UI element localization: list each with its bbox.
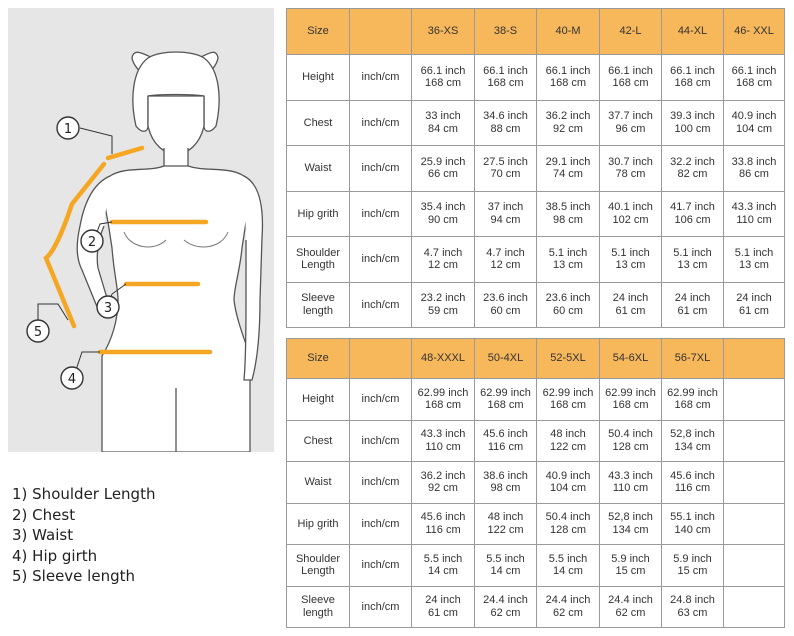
- size-value-cell: [475, 586, 537, 628]
- inch-value: 62.99 inch: [417, 386, 469, 399]
- row-label-line: Length: [301, 259, 335, 272]
- cm-value: 168 cm: [612, 77, 649, 90]
- size-value-cell: [662, 237, 724, 283]
- inch-value: 4.7 inch: [423, 246, 463, 259]
- inch-value: 4.7 inch: [486, 246, 525, 259]
- row-label-line: Sleeve: [301, 292, 335, 305]
- measurement-row: [287, 420, 785, 462]
- size-table-small: [286, 8, 785, 328]
- size-value-cell: [724, 191, 785, 237]
- cm-value: 168 cm: [424, 399, 462, 412]
- svg-text:2: 2: [87, 235, 97, 250]
- unit-cell: inch/cm: [350, 545, 412, 587]
- measurement-legend: [12, 484, 155, 587]
- cm-value: 168 cm: [549, 399, 587, 412]
- cm-value: 104 cm: [735, 122, 773, 135]
- cm-value: 66 cm: [428, 168, 458, 181]
- size-value-cell: [724, 237, 785, 283]
- inch-value: 37.7 inch: [608, 110, 653, 123]
- size-value-cell: [724, 100, 785, 146]
- size-value-cell: [412, 282, 475, 328]
- cm-value: 140 cm: [674, 523, 711, 536]
- header-cell: 54-6XL: [600, 339, 662, 379]
- row-label-line: length: [303, 304, 333, 317]
- size-value-cell: [537, 282, 600, 328]
- size-value-cell: [537, 420, 600, 462]
- cm-value: 14 cm: [428, 565, 458, 578]
- cm-value: 116 cm: [487, 440, 524, 453]
- cm-value: 98 cm: [553, 213, 583, 226]
- cm-value: 15 cm: [677, 565, 708, 578]
- size-value-cell: [537, 191, 600, 237]
- cm-value: 94 cm: [490, 213, 521, 226]
- cm-value: 62 cm: [615, 606, 646, 619]
- legend-item-shoulder: 1) Shoulder Length: [12, 485, 156, 503]
- measurement-row: [287, 379, 785, 421]
- cm-value: 106 cm: [674, 213, 711, 226]
- inch-value: 24 inch: [736, 292, 772, 305]
- header-cell: [350, 9, 412, 55]
- measurement-row: [287, 503, 785, 545]
- size-value-cell: [412, 586, 475, 628]
- size-value-cell: [662, 282, 724, 328]
- body-measurement-figure: [8, 8, 274, 452]
- cm-value: 74 cm: [553, 168, 583, 181]
- cm-value: 13 cm: [615, 259, 646, 272]
- cm-value: 12 cm: [428, 259, 458, 272]
- size-value-cell: [662, 55, 724, 101]
- cm-value: 92 cm: [428, 482, 458, 495]
- svg-text:3: 3: [103, 301, 113, 316]
- size-value-cell: [600, 545, 662, 587]
- body-outline-illustration: [8, 8, 274, 452]
- inch-value: 38.5 inch: [545, 201, 591, 214]
- inch-value: 48 inch: [550, 428, 586, 441]
- inch-value: 23.6 inch: [545, 292, 591, 305]
- cm-value: 98 cm: [490, 482, 521, 495]
- legend-item-sleeve: 5) Sleeve length: [12, 567, 135, 585]
- size-value-cell: [662, 146, 724, 192]
- row-label: [287, 282, 350, 328]
- size-value-cell: [724, 420, 785, 462]
- cm-value: 61 cm: [739, 304, 769, 317]
- cm-value: 61 cm: [615, 304, 646, 317]
- cm-value: 122 cm: [487, 523, 524, 536]
- header-cell: Size: [287, 9, 350, 55]
- size-value-cell: [600, 100, 662, 146]
- row-label: Chest: [287, 100, 350, 146]
- inch-value: 43.3 inch: [731, 201, 777, 214]
- measurement-row: [287, 100, 785, 146]
- size-value-cell: [537, 100, 600, 146]
- cm-value: 13 cm: [677, 259, 708, 272]
- inch-value: 43.3 inch: [420, 428, 466, 441]
- cm-value: 168 cm: [487, 399, 524, 412]
- size-value-cell: [412, 462, 475, 504]
- size-value-cell: [537, 55, 600, 101]
- cm-value: 14 cm: [553, 565, 583, 578]
- inch-value: 66.1 inch: [608, 64, 653, 77]
- cm-value: 62 cm: [553, 606, 583, 619]
- row-label: Waist: [287, 146, 350, 192]
- size-value-cell: [662, 379, 724, 421]
- inch-value: 62.99 inch: [480, 386, 531, 399]
- cm-value: 82 cm: [677, 168, 708, 181]
- size-value-cell: [475, 100, 537, 146]
- shoulder-measure-line: [108, 148, 142, 158]
- size-value-cell: [600, 282, 662, 328]
- inch-value: 66.1 inch: [483, 64, 528, 77]
- measurement-row: [287, 586, 785, 628]
- size-value-cell: [724, 545, 785, 587]
- size-value-cell: [600, 146, 662, 192]
- inch-value: 33.8 inch: [731, 155, 777, 168]
- inch-value: 33 inch: [425, 110, 461, 123]
- cm-value: 61 cm: [677, 304, 708, 317]
- inch-value: 40.1 inch: [608, 201, 653, 214]
- header-cell: [350, 339, 412, 379]
- svg-text:1: 1: [63, 122, 73, 137]
- size-value-cell: [662, 462, 724, 504]
- header-cell: Size: [287, 339, 350, 379]
- svg-text:5: 5: [33, 325, 43, 340]
- inch-value: 62.99 inch: [667, 386, 718, 399]
- cm-value: 128 cm: [612, 440, 649, 453]
- size-value-cell: [537, 379, 600, 421]
- inch-value: 52,8 inch: [670, 428, 715, 441]
- size-value-cell: [412, 420, 475, 462]
- header-cell: [724, 339, 785, 379]
- measurement-row: [287, 55, 785, 101]
- inch-value: 36.2 inch: [420, 469, 466, 482]
- size-value-cell: [475, 191, 537, 237]
- row-label: Hip grith: [287, 191, 350, 237]
- cm-value: 134 cm: [612, 523, 649, 536]
- inch-value: 5.9 inch: [611, 552, 650, 565]
- header-cell: 56-7XL: [662, 339, 724, 379]
- cm-value: 13 cm: [739, 259, 769, 272]
- inch-value: 66.1 inch: [731, 64, 777, 77]
- unit-cell: inch/cm: [350, 237, 412, 283]
- cm-value: 60 cm: [490, 304, 521, 317]
- cm-value: 14 cm: [490, 565, 521, 578]
- cm-value: 128 cm: [549, 523, 587, 536]
- inch-value: 5.1 inch: [548, 246, 588, 259]
- size-value-cell: [537, 545, 600, 587]
- row-label-line: Length: [301, 565, 335, 578]
- cm-value: 116 cm: [425, 523, 461, 536]
- row-label: Waist: [287, 462, 350, 504]
- row-label-line: length: [303, 606, 333, 619]
- inch-value: 38.6 inch: [483, 469, 528, 482]
- measurement-row: [287, 282, 785, 328]
- unit-cell: inch/cm: [350, 191, 412, 237]
- size-value-cell: [662, 100, 724, 146]
- header-cell: 48-XXXL: [412, 339, 475, 379]
- inch-value: 24 inch: [425, 594, 461, 607]
- size-value-cell: [475, 146, 537, 192]
- inch-value: 5.5 inch: [486, 552, 525, 565]
- unit-cell: inch/cm: [350, 379, 412, 421]
- size-table-large: [286, 338, 785, 628]
- cm-value: 63 cm: [677, 606, 708, 619]
- size-value-cell: [724, 503, 785, 545]
- measurement-row: [287, 237, 785, 283]
- row-label: Height: [287, 55, 350, 101]
- unit-cell: inch/cm: [350, 420, 412, 462]
- cm-value: 168 cm: [549, 77, 587, 90]
- inch-value: 45.6 inch: [483, 428, 528, 441]
- inch-value: 30.7 inch: [608, 155, 653, 168]
- inch-value: 45.6 inch: [670, 469, 715, 482]
- size-value-cell: [600, 237, 662, 283]
- cm-value: 15 cm: [615, 565, 646, 578]
- cm-value: 59 cm: [428, 304, 458, 317]
- header-cell: 36-XS: [412, 9, 475, 55]
- size-value-cell: [412, 146, 475, 192]
- inch-value: 24.4 inch: [545, 594, 591, 607]
- inch-value: 66.1 inch: [670, 64, 715, 77]
- unit-cell: inch/cm: [350, 503, 412, 545]
- cm-value: 116 cm: [674, 482, 711, 495]
- inch-value: 40.9 inch: [731, 110, 777, 123]
- cm-value: 12 cm: [490, 259, 521, 272]
- legend-item-hip: 4) Hip girth: [12, 546, 98, 565]
- size-value-cell: [662, 503, 724, 545]
- cm-value: 102 cm: [612, 213, 649, 226]
- inch-value: 55.1 inch: [670, 511, 715, 524]
- size-value-cell: [662, 586, 724, 628]
- cm-value: 110 cm: [612, 482, 649, 495]
- inch-value: 34.6 inch: [483, 110, 528, 123]
- cm-value: 84 cm: [428, 122, 458, 135]
- size-value-cell: [475, 420, 537, 462]
- size-value-cell: [600, 420, 662, 462]
- inch-value: 62.99 inch: [605, 386, 656, 399]
- size-value-cell: [537, 462, 600, 504]
- row-label: Hip grith: [287, 503, 350, 545]
- size-value-cell: [475, 545, 537, 587]
- cm-value: 13 cm: [553, 259, 583, 272]
- inch-value: 66.1 inch: [545, 64, 591, 77]
- cm-value: 78 cm: [615, 168, 646, 181]
- header-cell: 44-XL: [662, 9, 724, 55]
- legend-item-chest: 2) Chest: [12, 505, 76, 524]
- row-label: Chest: [287, 420, 350, 462]
- size-value-cell: [724, 462, 785, 504]
- size-value-cell: [412, 503, 475, 545]
- cm-value: 110 cm: [425, 440, 461, 453]
- cm-value: 88 cm: [490, 122, 521, 135]
- unit-cell: inch/cm: [350, 282, 412, 328]
- size-value-cell: [537, 237, 600, 283]
- cm-value: 70 cm: [490, 168, 521, 181]
- cm-value: 134 cm: [674, 440, 711, 453]
- inch-value: 43.3 inch: [608, 469, 653, 482]
- cm-value: 60 cm: [553, 304, 583, 317]
- measurement-row: [287, 146, 785, 192]
- cm-value: 168 cm: [674, 399, 711, 412]
- inch-value: 24 inch: [612, 292, 649, 305]
- cm-value: 110 cm: [736, 213, 772, 226]
- inch-value: 23.2 inch: [420, 292, 466, 305]
- unit-cell: inch/cm: [350, 100, 412, 146]
- cm-value: 168 cm: [424, 77, 462, 90]
- size-value-cell: [475, 462, 537, 504]
- row-label: [287, 586, 350, 628]
- cm-value: 122 cm: [549, 440, 587, 453]
- inch-value: 24.8 inch: [670, 594, 715, 607]
- size-value-cell: [724, 379, 785, 421]
- size-value-cell: [412, 55, 475, 101]
- size-value-cell: [662, 545, 724, 587]
- inch-value: 5.5 inch: [423, 552, 463, 565]
- cm-value: 90 cm: [428, 213, 458, 226]
- inch-value: 5.1 inch: [734, 246, 774, 259]
- header-cell: 46- XXL: [724, 9, 785, 55]
- unit-cell: inch/cm: [350, 55, 412, 101]
- size-value-cell: [600, 462, 662, 504]
- inch-value: 24.4 inch: [608, 594, 653, 607]
- size-value-cell: [662, 420, 724, 462]
- size-value-cell: [600, 503, 662, 545]
- size-value-cell: [724, 146, 785, 192]
- cm-value: 92 cm: [553, 122, 583, 135]
- size-value-cell: [475, 282, 537, 328]
- inch-value: 37 inch: [487, 201, 524, 214]
- header-cell: 38-S: [475, 9, 537, 55]
- size-value-cell: [537, 146, 600, 192]
- row-label: [287, 545, 350, 587]
- cm-value: 168 cm: [612, 399, 649, 412]
- inch-value: 32.2 inch: [670, 155, 715, 168]
- cm-value: 62 cm: [490, 606, 521, 619]
- inch-value: 40.9 inch: [545, 469, 591, 482]
- row-label: [287, 237, 350, 283]
- inch-value: 23.6 inch: [483, 292, 528, 305]
- size-value-cell: [662, 191, 724, 237]
- size-header-row: [287, 339, 785, 379]
- cm-value: 61 cm: [428, 606, 458, 619]
- size-value-cell: [724, 282, 785, 328]
- inch-value: 48 inch: [487, 511, 524, 524]
- row-label-line: Shoulder: [295, 246, 341, 259]
- cm-value: 100 cm: [674, 122, 711, 135]
- measurement-row: [287, 545, 785, 587]
- measurement-row: [287, 191, 785, 237]
- row-label: Height: [287, 379, 350, 421]
- inch-value: 36.2 inch: [545, 110, 591, 123]
- inch-value: 5.1 inch: [611, 246, 650, 259]
- inch-value: 50.4 inch: [545, 511, 591, 524]
- unit-cell: inch/cm: [350, 462, 412, 504]
- inch-value: 25.9 inch: [420, 155, 466, 168]
- inch-value: 24 inch: [674, 292, 711, 305]
- row-label-line: Shoulder: [295, 552, 341, 565]
- size-value-cell: [475, 503, 537, 545]
- size-value-cell: [412, 100, 475, 146]
- size-value-cell: [412, 191, 475, 237]
- inch-value: 62.99 inch: [542, 386, 594, 399]
- inch-value: 66.1 inch: [420, 64, 466, 77]
- size-value-cell: [600, 55, 662, 101]
- inch-value: 24.4 inch: [483, 594, 528, 607]
- size-value-cell: [724, 586, 785, 628]
- cm-value: 168 cm: [674, 77, 711, 90]
- row-label-line: Sleeve: [301, 594, 335, 607]
- legend-item-waist: 3) Waist: [12, 526, 74, 544]
- size-value-cell: [724, 55, 785, 101]
- size-value-cell: [537, 503, 600, 545]
- size-value-cell: [412, 545, 475, 587]
- size-value-cell: [600, 586, 662, 628]
- inch-value: 27.5 inch: [483, 155, 528, 168]
- header-cell: 42-L: [600, 9, 662, 55]
- size-value-cell: [475, 55, 537, 101]
- inch-value: 35.4 inch: [420, 201, 466, 214]
- inch-value: 41.7 inch: [670, 201, 715, 214]
- cm-value: 96 cm: [615, 122, 646, 135]
- svg-text:4: 4: [67, 372, 77, 387]
- cm-value: 168 cm: [735, 77, 773, 90]
- measurement-row: [287, 462, 785, 504]
- inch-value: 45.6 inch: [420, 511, 466, 524]
- inch-value: 5.9 inch: [673, 552, 712, 565]
- inch-value: 39.3 inch: [670, 110, 715, 123]
- size-value-cell: [412, 237, 475, 283]
- header-cell: 40-M: [537, 9, 600, 55]
- size-value-cell: [600, 191, 662, 237]
- unit-cell: inch/cm: [350, 586, 412, 628]
- inch-value: 52,8 inch: [608, 511, 653, 524]
- size-value-cell: [412, 379, 475, 421]
- inch-value: 5.1 inch: [673, 246, 712, 259]
- size-value-cell: [537, 586, 600, 628]
- size-header-row: [287, 9, 785, 55]
- size-value-cell: [475, 237, 537, 283]
- unit-cell: inch/cm: [350, 146, 412, 192]
- cm-value: 104 cm: [549, 482, 587, 495]
- inch-value: 50.4 inch: [608, 428, 653, 441]
- size-value-cell: [475, 379, 537, 421]
- header-cell: 50-4XL: [475, 339, 537, 379]
- header-cell: 52-5XL: [537, 339, 600, 379]
- cm-value: 86 cm: [739, 168, 769, 181]
- size-value-cell: [600, 379, 662, 421]
- inch-value: 5.5 inch: [548, 552, 588, 565]
- cm-value: 168 cm: [487, 77, 524, 90]
- inch-value: 29.1 inch: [545, 155, 591, 168]
